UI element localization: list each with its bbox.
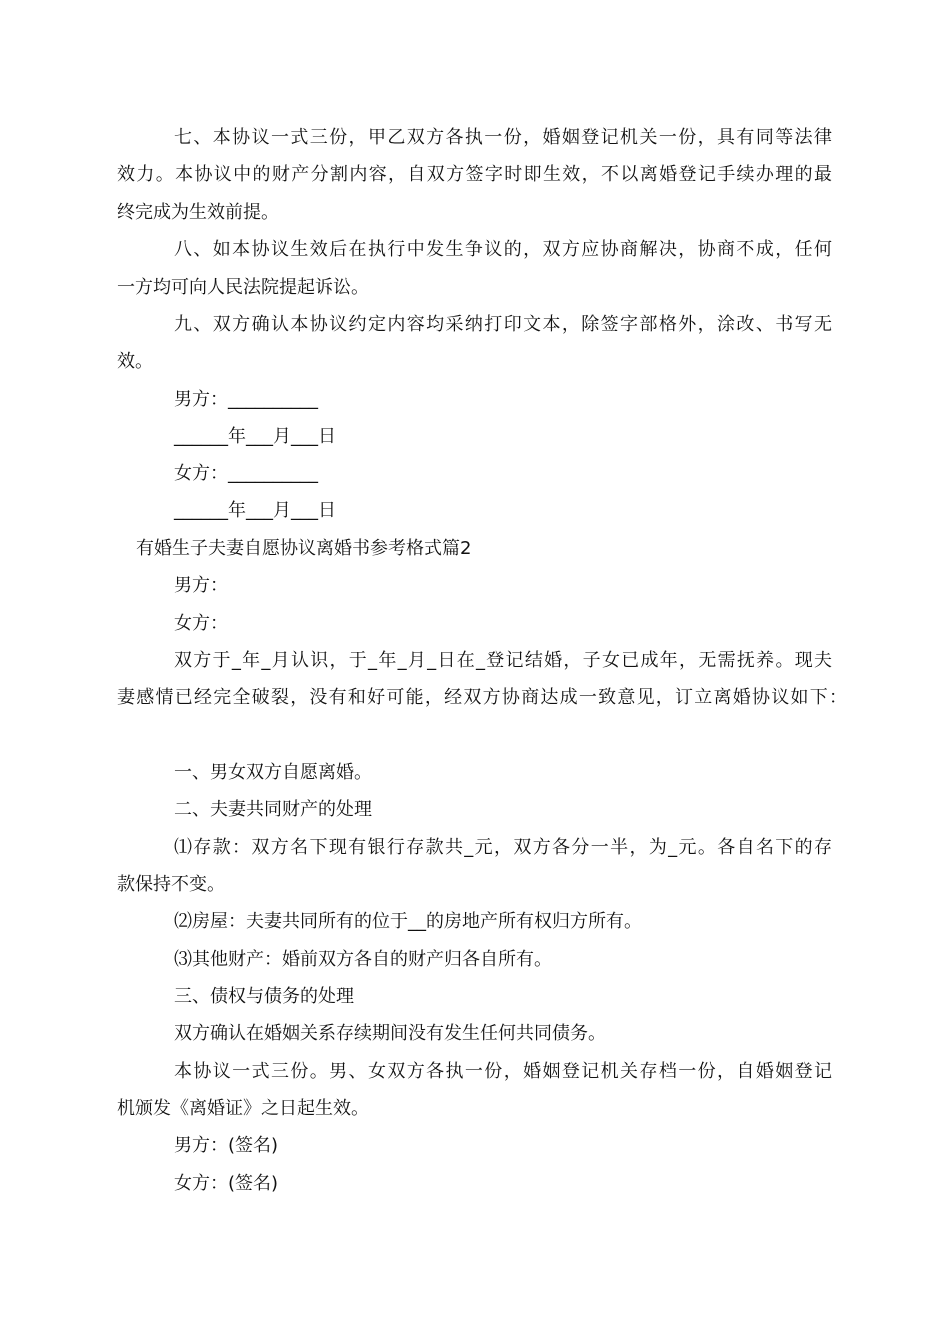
intro-line-2: 妻感情已经完全破裂，没有和好可能，经双方协商达成一致意见，订立离婚协议如下： bbox=[117, 687, 847, 708]
female-sign-label: 女方：(签名) bbox=[174, 1173, 279, 1194]
item-2-1-line-1: ⑴存款：双方名下现有银行存款共_元，双方各分一半，为_元。各自名下的存 bbox=[174, 837, 832, 858]
clause-9-line-2: 效。 bbox=[117, 351, 153, 372]
clause-7-line-2: 效力。本协议中的财产分割内容，自双方签字时即生效，不以离婚登记手续办理的最 bbox=[117, 164, 832, 185]
female-signature-line: 女方：__________ bbox=[174, 463, 318, 484]
clause-9-line-1: 九、双方确认本协议约定内容均采纳打印文本，除签字部格外，涂改、书写无 bbox=[174, 314, 832, 335]
item-3-heading: 三、债权与债务的处理 bbox=[174, 986, 354, 1007]
female-date-line: ______年___月___日 bbox=[174, 500, 336, 521]
item-3-content: 双方确认在婚姻关系存续期间没有发生任何共同债务。 bbox=[174, 1023, 606, 1044]
clause-8-line-1: 八、如本协议生效后在执行中发生争议的，双方应协商解决，协商不成，任何 bbox=[174, 239, 832, 260]
item-1: 一、男女双方自愿离婚。 bbox=[174, 762, 372, 783]
female-party-label: 女方： bbox=[174, 613, 228, 634]
closing-line-2: 机颁发《离婚证》之日起生效。 bbox=[117, 1098, 369, 1119]
item-2-2: ⑵房屋：夫妻共同所有的位于__的房地产所有权归方所有。 bbox=[174, 911, 642, 932]
male-party-label: 男方： bbox=[174, 575, 228, 596]
clause-7-line-1: 七、本协议一式三份，甲乙双方各执一份，婚姻登记机关一份，具有同等法律 bbox=[174, 127, 832, 148]
closing-line-1: 本协议一式三份。男、女双方各执一份，婚姻登记机关存档一份，自婚姻登记 bbox=[174, 1061, 832, 1082]
item-2-1-line-2: 款保持不变。 bbox=[117, 874, 225, 895]
male-signature-line: 男方：__________ bbox=[174, 389, 318, 410]
clause-7-line-3: 终完成为生效前提。 bbox=[117, 202, 279, 223]
male-date-line: ______年___月___日 bbox=[174, 426, 336, 447]
clause-8-line-2: 一方均可向人民法院提起诉讼。 bbox=[117, 277, 369, 298]
intro-line-1: 双方于_年_月认识，于_年_月_日在_登记结婚，子女已成年，无需抚养。现夫 bbox=[174, 650, 832, 671]
item-2-heading: 二、夫妻共同财产的处理 bbox=[174, 799, 372, 820]
item-2-3: ⑶其他财产：婚前双方各自的财产归各自所有。 bbox=[174, 949, 552, 970]
male-sign-label: 男方：(签名) bbox=[174, 1135, 279, 1156]
section-title: 有婚生子夫妻自愿协议离婚书参考格式篇2 bbox=[136, 538, 472, 559]
